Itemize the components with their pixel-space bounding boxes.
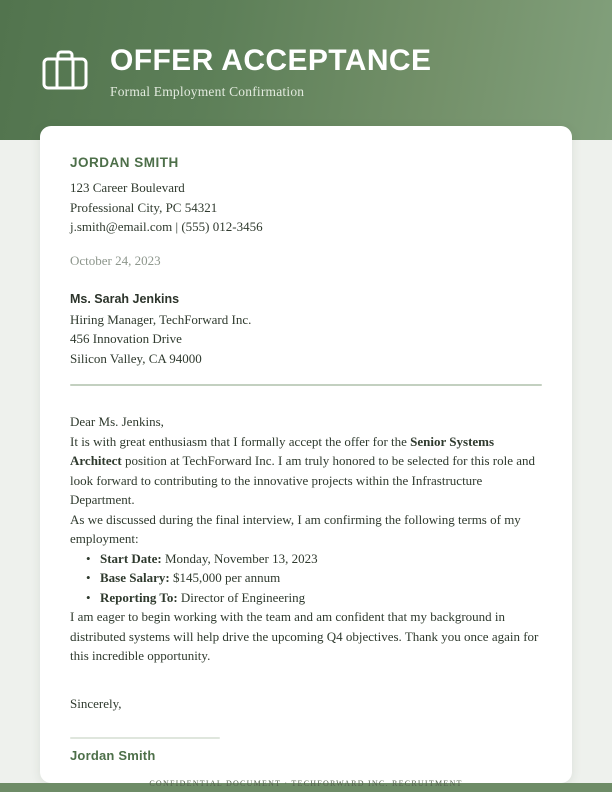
paragraph-acceptance-part2: position at TechForward Inc. I am truly honored to be selected for this role and look forward to contributing to the innovative projects within the Infrastructure Department. bbox=[70, 453, 536, 507]
letter-body bbox=[70, 412, 542, 666]
recipient-block bbox=[70, 290, 542, 368]
paragraph-closing: I am eager to begin working with the team and am confident that my background in distributed systems will help drive the upcoming Q4 objectives. Thank you once again for this incredible opportunity. bbox=[70, 609, 539, 663]
list-item bbox=[70, 568, 542, 588]
header-content bbox=[41, 44, 431, 100]
paragraph-acceptance-part1: It is with great enthusiasm that I formally accept the offer for the bbox=[70, 433, 411, 449]
recipient-address-line-1: 456 Innovation Drive bbox=[70, 331, 182, 346]
sender-name: JORDAN SMITH bbox=[70, 155, 179, 170]
letter-card bbox=[40, 126, 572, 783]
term-value: Monday, November 13, 2023 bbox=[161, 550, 318, 566]
list-item bbox=[70, 549, 542, 569]
term-label: Reporting To: bbox=[100, 589, 178, 605]
term-value: $145,000 per annum bbox=[169, 570, 281, 585]
term-value: Director of Engineering bbox=[177, 589, 306, 605]
signature-line bbox=[70, 737, 220, 739]
employment-terms-list bbox=[70, 549, 542, 608]
sender-address-line-1: 123 Career Boulevard bbox=[70, 180, 185, 195]
recipient-name: Ms. Sarah Jenkins bbox=[70, 292, 180, 306]
header-titles bbox=[110, 44, 431, 100]
closing-salutation: Sincerely, bbox=[70, 695, 122, 711]
paragraph-terms-intro: As we discussed during the final interview, I am confirming the following terms of my employment: bbox=[70, 511, 521, 546]
signature-name: Jordan Smith bbox=[70, 748, 156, 763]
sender-address-line-2: Professional City, PC 54321 bbox=[70, 199, 218, 215]
briefcase-icon bbox=[41, 46, 89, 94]
paragraph-acceptance bbox=[70, 432, 542, 510]
recipient-address-line-2: Silicon Valley, CA 94000 bbox=[70, 350, 202, 366]
address-divider bbox=[70, 384, 542, 386]
salutation: Dear Ms. Jenkins, bbox=[70, 414, 164, 429]
letter-date: October 24, 2023 bbox=[70, 252, 161, 268]
offered-position: Senior Systems Architect bbox=[70, 433, 495, 468]
list-item bbox=[70, 588, 542, 608]
recipient-title-company: Hiring Manager, TechForward Inc. bbox=[70, 311, 252, 327]
term-label: Start Date: bbox=[100, 550, 162, 566]
term-label: Base Salary: bbox=[100, 570, 170, 585]
page-subtitle: Formal Employment Confirmation bbox=[110, 84, 305, 99]
sender-block bbox=[70, 154, 542, 237]
footer-confidentiality-note: CONFIDENTIAL DOCUMENT · TECHFORWARD INC. RECRUITMENT bbox=[149, 779, 463, 788]
page-header bbox=[0, 0, 612, 140]
signature-block bbox=[70, 694, 542, 766]
page-title: OFFER ACCEPTANCE bbox=[110, 44, 432, 77]
sender-contact: j.smith@email.com | (555) 012-3456 bbox=[70, 219, 263, 234]
